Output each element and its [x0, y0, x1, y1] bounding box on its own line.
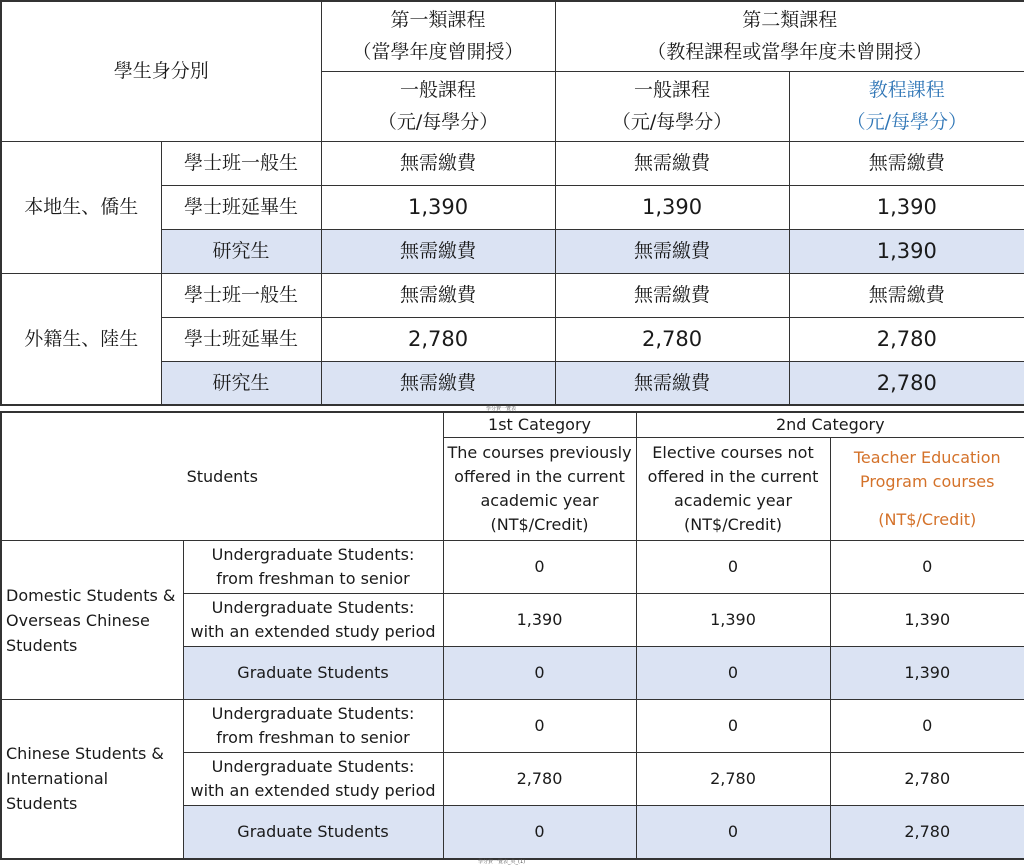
student-type: 研究生 [161, 229, 321, 273]
fee-cell: 無需繳費 [555, 141, 789, 185]
category-1-title: 第一類課程 [390, 9, 486, 32]
category-2-title: 第二類課程 [742, 9, 838, 32]
group-line: Domestic Students & [6, 585, 176, 605]
fee-cell: 0 [443, 700, 636, 753]
student-type-line: Undergraduate Students: [211, 598, 415, 617]
fee-cell: 0 [830, 700, 1024, 753]
student-type-line: with an extended study period [190, 622, 436, 641]
fee-cell: 無需繳費 [321, 273, 555, 317]
student-type-line: with an extended study period [190, 781, 436, 800]
student-type: Graduate Students [183, 806, 443, 859]
header-unit: (NT$/Credit) [684, 515, 782, 534]
fee-cell: 2,780 [830, 753, 1024, 806]
header-line: Program courses [860, 472, 995, 491]
column-header-unit: （元/每學分） [611, 111, 733, 133]
student-type: Graduate Students [183, 647, 443, 700]
student-type [183, 594, 443, 647]
column-header-label: 一般課程 [634, 79, 711, 101]
column-header-program [789, 71, 1024, 141]
fee-cell: 1,390 [321, 185, 555, 229]
category-2-header: 2nd Category [636, 412, 1024, 438]
fee-cell: 2,780 [830, 806, 1024, 859]
column-header-general-2 [555, 71, 789, 141]
fee-cell: 1,390 [789, 229, 1024, 273]
student-type-line: Undergraduate Students: [211, 757, 415, 776]
group-line: Students [6, 794, 78, 814]
fee-cell: 0 [443, 541, 636, 594]
category-2-subtitle: （教程課程或當學年度未曾開授） [647, 41, 933, 64]
fee-cell: 無需繳費 [789, 273, 1024, 317]
column-header-unit: （元/每學分） [846, 111, 967, 133]
group-line: Overseas Chinese [6, 610, 150, 630]
group-domestic: 本地生、僑生 [1, 141, 161, 273]
fee-cell: 2,780 [789, 317, 1024, 361]
table-row [1, 141, 1024, 185]
students-header: Students [1, 412, 443, 541]
header-unit: (NT$/Credit) [490, 515, 589, 534]
student-type [183, 753, 443, 806]
fee-cell: 無需繳費 [321, 361, 555, 405]
table-row [1, 273, 1024, 317]
fee-cell: 1,390 [830, 594, 1024, 647]
student-type [183, 541, 443, 594]
fee-cell: 2,780 [636, 753, 830, 806]
fee-cell: 無需繳費 [555, 361, 789, 405]
fee-cell: 0 [636, 700, 830, 753]
table-row [1, 541, 1024, 594]
fee-cell: 無需繳費 [321, 229, 555, 273]
student-type [183, 700, 443, 753]
column-header-teacher-education [830, 438, 1024, 541]
category-1-subtitle: （當學年度曾開授） [352, 41, 524, 64]
header-line: academic year [674, 491, 793, 510]
fee-cell: 0 [636, 806, 830, 859]
fee-cell: 無需繳費 [321, 141, 555, 185]
fee-cell: 1,390 [636, 594, 830, 647]
student-type: 學士班一般生 [161, 273, 321, 317]
header-line: The courses previously [447, 443, 632, 462]
header-line: Elective courses not [652, 443, 814, 462]
header-line: offered in the current [454, 467, 625, 486]
group-international: 外籍生、陸生 [1, 273, 161, 405]
category-1-header: 1st Category [443, 412, 636, 438]
student-type-line: Undergraduate Students: [211, 545, 415, 564]
student-type-line: Undergraduate Students: [211, 704, 415, 723]
student-type-line: from freshman to senior [216, 728, 410, 747]
column-header-label: 教程課程 [868, 79, 945, 101]
student-type: 研究生 [161, 361, 321, 405]
fee-cell: 0 [636, 541, 830, 594]
student-type-line: from freshman to senior [216, 569, 410, 588]
fee-cell: 0 [830, 541, 1024, 594]
fee-cell: 1,390 [789, 185, 1024, 229]
column-header-general-1 [321, 71, 555, 141]
fee-cell: 2,780 [321, 317, 555, 361]
header-line: offered in the current [647, 467, 819, 486]
group-line: International [6, 769, 109, 789]
student-type: 學士班一般生 [161, 141, 321, 185]
fee-cell: 無需繳費 [555, 229, 789, 273]
tuition-table-chinese [0, 0, 1024, 406]
fee-cell: 0 [636, 647, 830, 700]
fee-cell: 0 [443, 647, 636, 700]
student-status-header: 學生身分別 [1, 1, 321, 141]
student-type: 學士班延畢生 [161, 317, 321, 361]
column-header-previously-offered [443, 438, 636, 541]
column-header-not-offered [636, 438, 830, 541]
fee-cell: 無需繳費 [555, 273, 789, 317]
category-1-header [321, 1, 555, 71]
table-row [1, 700, 1024, 753]
category-2-header [555, 1, 1024, 71]
fee-cell: 1,390 [830, 647, 1024, 700]
fee-cell: 2,780 [789, 361, 1024, 405]
caption-bottom: 學分費一覽表_英_(1) [478, 859, 526, 865]
fee-cell: 1,390 [443, 594, 636, 647]
header-spacer [831, 494, 1024, 508]
fee-cell: 1,390 [555, 185, 789, 229]
tuition-table-english [0, 411, 1024, 860]
fee-cell: 無需繳費 [789, 141, 1024, 185]
header-unit: (NT$/Credit) [878, 510, 977, 529]
fee-cell: 2,780 [555, 317, 789, 361]
header-line: Teacher Education [853, 448, 1001, 467]
column-header-unit: （元/每學分） [377, 111, 499, 133]
group-international [1, 700, 183, 859]
column-header-label: 一般課程 [400, 79, 477, 101]
group-line: Students [6, 635, 78, 655]
header-line: academic year [480, 491, 599, 510]
caption-top: 學分費一覽表 [486, 406, 517, 412]
fee-cell: 0 [443, 806, 636, 859]
group-domestic [1, 541, 183, 700]
fee-cell: 2,780 [443, 753, 636, 806]
student-type: 學士班延畢生 [161, 185, 321, 229]
group-line: Chinese Students & [6, 744, 164, 764]
